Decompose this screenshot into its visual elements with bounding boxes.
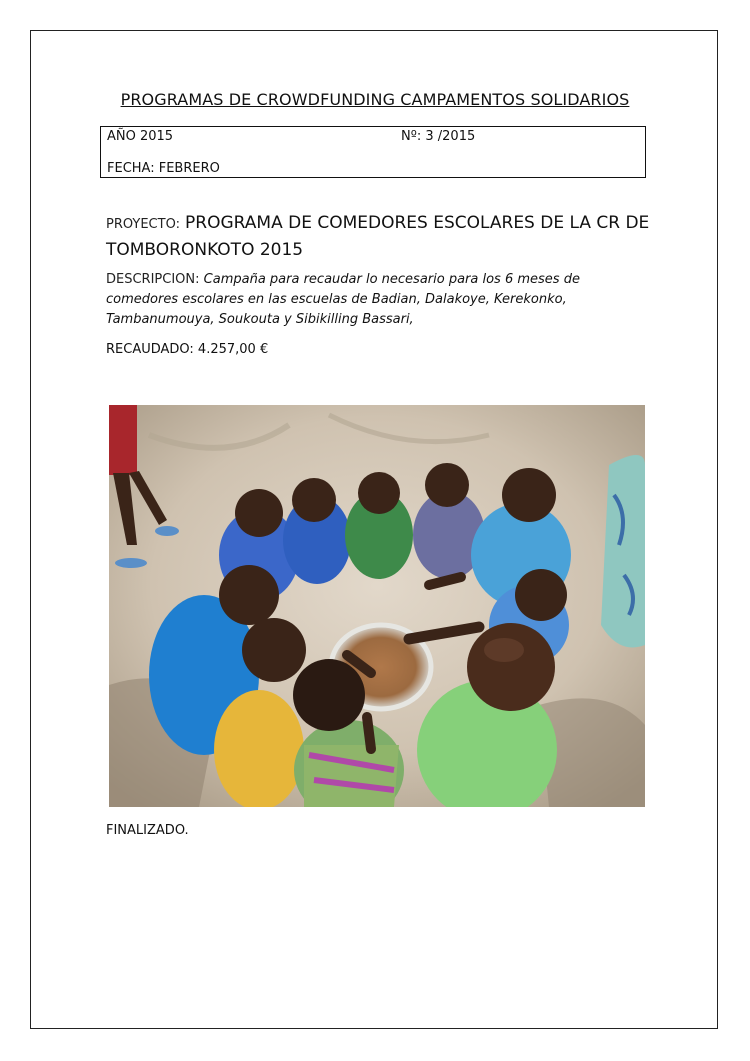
year-field: AÑO 2015 bbox=[107, 129, 174, 144]
description-section bbox=[106, 270, 646, 330]
number-field: Nº: 3 /2015 bbox=[401, 129, 476, 144]
status-text: FINALIZADO. bbox=[106, 823, 189, 838]
document-title: PROGRAMAS DE CROWDFUNDING CAMPAMENTOS SOLIDARIOS bbox=[120, 90, 630, 109]
description-label: DESCRIPCION: bbox=[106, 272, 200, 287]
children-eating-photo bbox=[109, 405, 645, 807]
raised-amount: RECAUDADO: 4.257,00 € bbox=[106, 342, 269, 357]
project-name: PROGRAMA DE COMEDORES ESCOLARES DE LA CR DE TOMBORONKOTO 2015 bbox=[106, 213, 650, 260]
project-label: PROYECTO: bbox=[106, 217, 180, 232]
project-section bbox=[106, 210, 666, 263]
description-text: Campaña para recaudar lo necesario para los 6 meses de comedores escolares en las escuelas de Badian, Dalakoye, Kerekonko, Tambanumouya, Soukouta y Sibikilling Bassari, bbox=[106, 272, 580, 327]
date-field: FECHA: FEBRERO bbox=[107, 161, 220, 176]
info-box bbox=[100, 126, 646, 178]
